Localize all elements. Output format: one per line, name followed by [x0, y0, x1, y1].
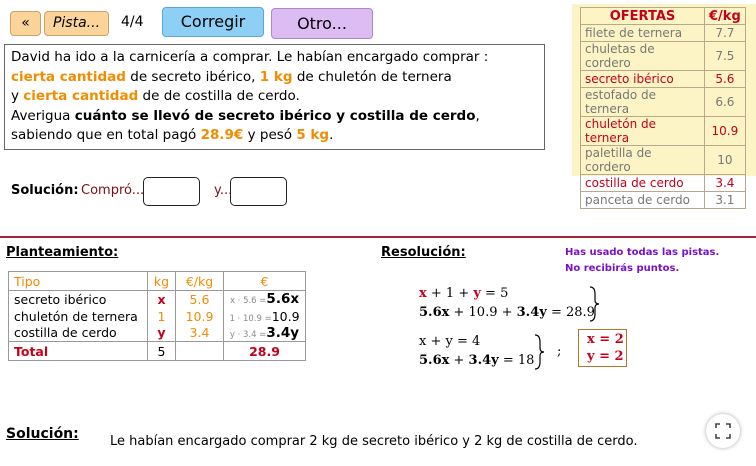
solution-label: Solución:: [11, 183, 79, 198]
final-solution-heading: Solución:: [6, 426, 79, 442]
offer-price: 3.4: [705, 175, 746, 192]
cell-tipo: secreto ibérico: [9, 291, 148, 308]
problem-total-weight: 5 kg: [296, 127, 330, 143]
eq-term: x: [419, 286, 427, 301]
problem-text: de de costilla de cerdo.: [138, 88, 300, 104]
other-problem-button[interactable]: Otro...: [271, 8, 373, 39]
eq-term: 3.4y: [516, 305, 547, 320]
problem-known-kg: 1 kg: [259, 68, 293, 85]
cell-euros: [224, 308, 306, 325]
offer-name: filete de ternera: [581, 25, 705, 42]
cell-calc: y · 3.4 =: [229, 329, 267, 340]
offer-row: [581, 25, 746, 42]
hints-used-notice: [565, 245, 719, 277]
offer-price: 10: [705, 146, 746, 175]
eq-term: 3.4y: [468, 353, 499, 368]
final-solution-text: Le habían encargado comprar 2 kg de secreto ibérico y 2 kg de costilla de cerdo.: [110, 434, 638, 449]
eq-term: 5.6x: [419, 353, 450, 368]
cell-kg: x: [148, 291, 176, 308]
cell-tipo: chuletón de ternera: [9, 308, 148, 325]
planteamiento-table: [8, 271, 306, 361]
offer-row: [581, 88, 746, 117]
offer-row-highlighted: [581, 175, 746, 192]
total-kg: 5: [148, 342, 176, 361]
system-1-eq-2: [419, 305, 595, 320]
eq-term: + 1 +: [426, 286, 474, 301]
cell-result: 10.9: [271, 308, 300, 324]
offer-price: 7.7: [705, 25, 746, 42]
problem-question: cuánto se llevó de secreto ibérico y costilla de cerdo: [74, 107, 476, 124]
problem-unknown-2: cierta cantidad: [23, 88, 139, 104]
col-header-price: €/kg: [176, 272, 224, 291]
offer-row-highlighted: [581, 71, 746, 88]
col-header-euros: €: [224, 272, 306, 291]
section-divider: [0, 236, 756, 238]
offer-name: panceta de cerdo: [581, 192, 705, 209]
fullscreen-icon: [715, 423, 731, 439]
cell-result: 5.6x: [266, 291, 300, 308]
cell-kg: y: [148, 325, 176, 342]
answer-input-1[interactable]: [143, 177, 200, 206]
offer-price: 10.9: [705, 117, 746, 146]
eq-term: 5.6x: [419, 305, 450, 320]
notice-line-2: No recibirás puntos.: [565, 263, 680, 274]
offer-row: [581, 192, 746, 209]
eq-term: = 5: [480, 286, 509, 301]
col-header-tipo: Tipo: [9, 272, 148, 291]
offer-row-highlighted: [581, 117, 746, 146]
problem-statement: [4, 44, 545, 150]
cell-price: 3.4: [176, 325, 224, 342]
offers-table: [580, 7, 746, 209]
cell-result: 3.4y: [266, 324, 300, 341]
offer-name: chuletas de cordero: [581, 42, 705, 71]
problem-text: .: [329, 127, 334, 143]
system-2-eq-1: x + y = 4: [419, 334, 481, 349]
problem-text: sabiendo que en total pagó: [11, 127, 201, 143]
problem-text: de secreto ibérico,: [125, 68, 260, 85]
result-x: x = 2: [587, 332, 624, 347]
compro-label: Compró...: [81, 183, 145, 198]
system-1-eq-1: [419, 286, 508, 301]
offer-price: 6.6: [705, 88, 746, 117]
table-row: [9, 291, 306, 308]
result-y: y = 2: [587, 349, 624, 364]
fullscreen-button[interactable]: [706, 414, 740, 448]
total-euros: 28.9: [224, 342, 306, 361]
system-2-eq-2: [419, 353, 534, 368]
offers-unit: €/kg: [705, 8, 746, 25]
total-label: Total: [9, 342, 148, 361]
cell-euros: [224, 291, 306, 308]
resolucion-heading: Resolución:: [381, 245, 466, 260]
offer-name: secreto ibérico: [581, 71, 705, 88]
problem-unknown-1: cierta cantidad: [11, 68, 126, 85]
hint-button[interactable]: Pista...: [44, 11, 109, 36]
hint-counter: 4/4: [121, 14, 144, 30]
problem-text: ,: [475, 107, 480, 124]
eq-term: = 28.9: [546, 305, 595, 320]
eq-term: + 10.9 +: [449, 305, 517, 320]
problem-line-1: David ha ido a la carnicería a comprar. Le habían encargado comprar :: [11, 49, 489, 65]
check-button[interactable]: Corregir: [162, 7, 264, 37]
problem-text: y pesó: [243, 127, 297, 143]
offer-name: chuletón de ternera: [581, 117, 705, 146]
system-1-brace: [588, 286, 600, 322]
offer-price: 3.1: [705, 192, 746, 209]
problem-text: y: [11, 88, 24, 104]
offers-panel: [572, 4, 756, 207]
cell-price: 5.6: [176, 291, 224, 308]
eq-term: = 18: [498, 353, 535, 368]
eq-term: y: [473, 286, 481, 301]
offer-name: estofado de ternera: [581, 88, 705, 117]
col-header-kg: kg: [148, 272, 176, 291]
problem-text: Averigua: [11, 107, 75, 124]
back-button[interactable]: «: [10, 11, 41, 36]
offer-name: costilla de cerdo: [581, 175, 705, 192]
cell-price: 10.9: [176, 308, 224, 325]
y-label: y...: [214, 183, 233, 198]
total-row: [9, 342, 306, 361]
cell-euros: [224, 325, 306, 342]
notice-line-1: Has usado todas las pistas.: [565, 247, 720, 258]
table-row: [9, 308, 306, 325]
result-box: [578, 329, 627, 367]
cell-calc: 1 · 10.9 =: [229, 313, 272, 324]
system-2-brace: [533, 334, 545, 370]
total-empty: [176, 342, 224, 361]
offer-row: [581, 42, 746, 71]
cell-kg: 1: [148, 308, 176, 325]
offer-name: paletilla de cordero: [581, 146, 705, 175]
separator: ;: [557, 344, 562, 359]
problem-text: de chuletón de ternera: [292, 68, 452, 85]
offer-row: [581, 146, 746, 175]
cell-calc: x · 5.6 =: [229, 296, 267, 307]
offers-title: OFERTAS: [581, 8, 705, 25]
eq-term: +: [449, 353, 469, 368]
cell-tipo: costilla de cerdo: [9, 325, 148, 342]
table-row: [9, 325, 306, 342]
offer-price: 5.6: [705, 71, 746, 88]
problem-total-price: 28.9€: [200, 127, 244, 143]
planteamiento-heading: Planteamiento:: [6, 245, 119, 260]
offer-price: 7.5: [705, 42, 746, 71]
answer-input-2[interactable]: [230, 177, 287, 206]
